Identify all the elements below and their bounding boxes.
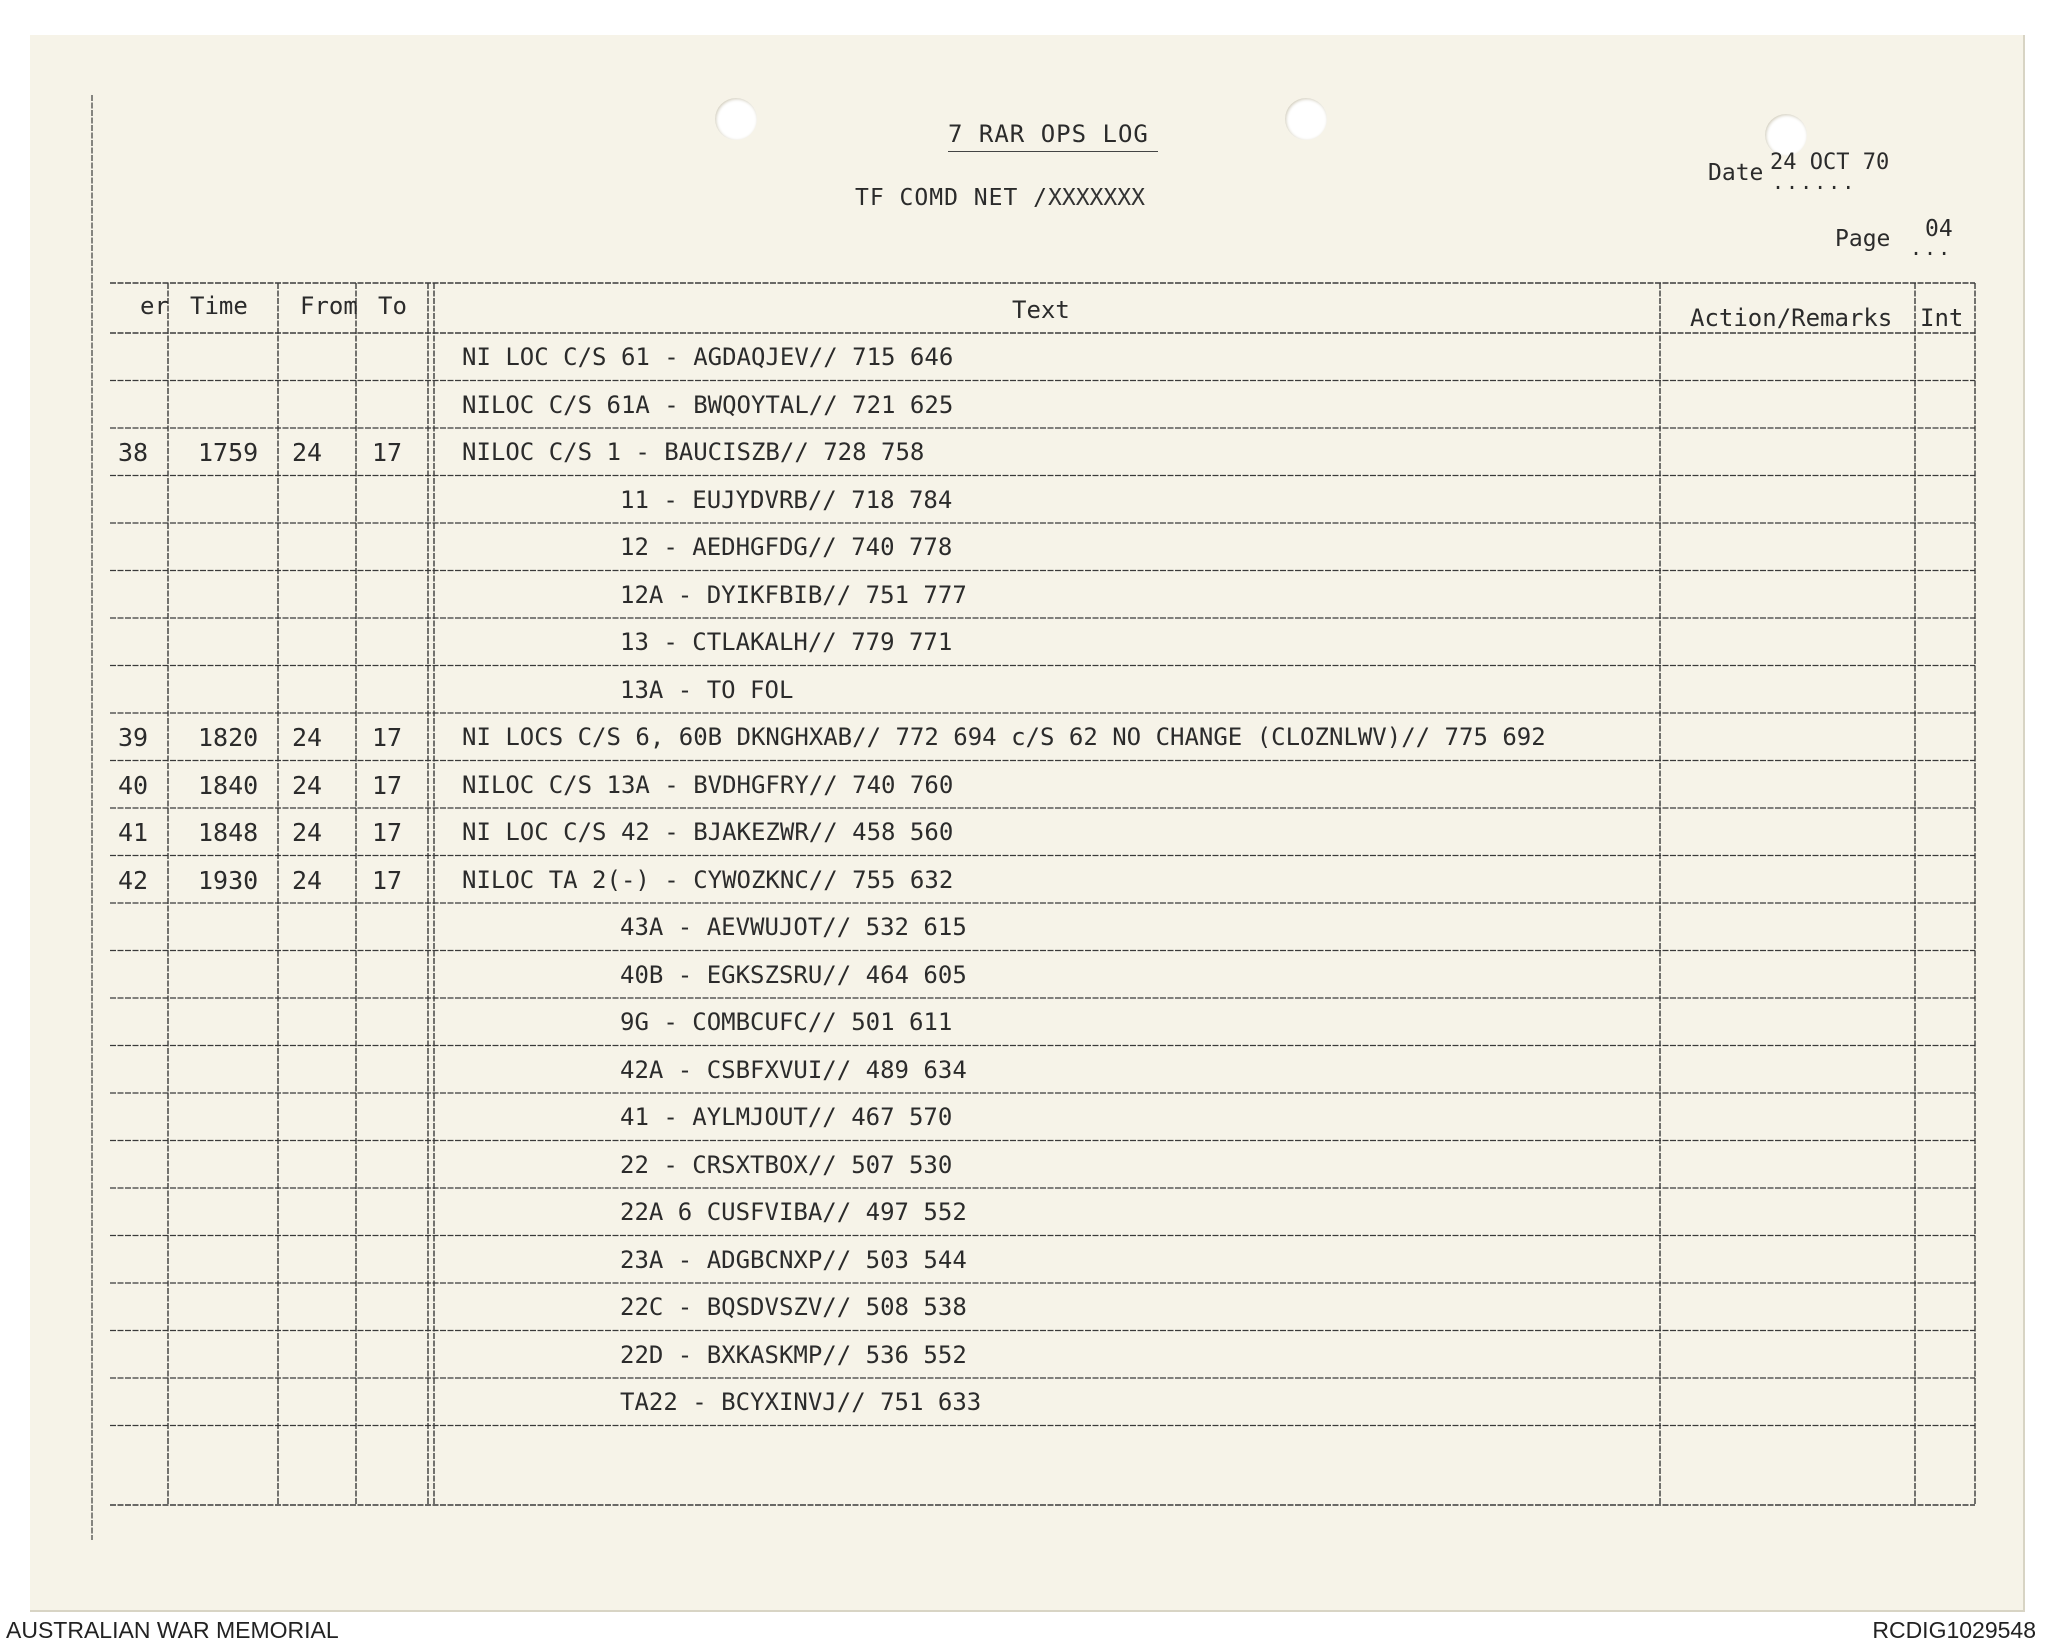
footer-reference: RCDIG1029548 bbox=[1872, 1617, 2036, 1643]
cell-text: 42A - CSBFXVUI// 489 634 bbox=[620, 1055, 967, 1084]
document-page bbox=[30, 35, 2025, 1612]
cell-ser: 38 bbox=[118, 438, 149, 467]
column-header-from: From bbox=[300, 292, 358, 320]
cell-to: 17 bbox=[372, 818, 403, 847]
cell-time: 1840 bbox=[198, 770, 259, 800]
cell-text: NILOC C/S 13A - BVDHGFRY// 740 760 bbox=[462, 770, 954, 799]
cell-ser: 40 bbox=[118, 770, 149, 800]
column-header-to: To bbox=[378, 292, 407, 320]
cell-text: 43A - AEVWUJOT// 532 615 bbox=[620, 913, 967, 941]
column-header-time: Time bbox=[190, 292, 248, 320]
cell-text: 22 - CRSXTBOX// 507 530 bbox=[620, 1150, 953, 1179]
page-dots: ... bbox=[1910, 236, 1953, 260]
cell-text: 22D - BXKASKMP// 536 552 bbox=[620, 1340, 967, 1369]
cell-text: 41 - AYLMJOUT// 467 570 bbox=[620, 1103, 953, 1131]
cell-text: 22A 6 CUSFVIBA// 497 552 bbox=[620, 1198, 967, 1226]
column-header-action-remarks: Action/Remarks bbox=[1690, 304, 1893, 332]
title-underline bbox=[948, 151, 1158, 152]
log-title: 7 RAR OPS LOG bbox=[948, 120, 1149, 148]
net-struck-text: XXXXXXX bbox=[1048, 185, 1145, 211]
cell-from: 24 bbox=[292, 818, 323, 847]
cell-text: 12 - AEDHGFDG// 740 778 bbox=[620, 533, 953, 561]
cell-text: 12A - DYIKFBIB// 751 777 bbox=[620, 580, 967, 609]
cell-to: 17 bbox=[372, 723, 403, 752]
column-header-text: Text bbox=[1012, 296, 1070, 324]
cell-text: 11 - EUJYDVRB// 718 784 bbox=[620, 485, 953, 514]
cell-ser: 41 bbox=[118, 818, 149, 847]
cell-text: 9G - COMBCUFC// 501 611 bbox=[620, 1008, 953, 1036]
date-label: Date bbox=[1708, 160, 1764, 186]
cell-ser: 42 bbox=[118, 865, 149, 895]
cell-from: 24 bbox=[292, 770, 323, 800]
cell-from: 24 bbox=[292, 865, 323, 895]
cell-text: NILOC TA 2(-) - CYWOZKNC// 755 632 bbox=[462, 865, 954, 894]
cell-text: 40B - EGKSZSRU// 464 605 bbox=[620, 960, 967, 989]
cell-text: 23A - ADGBCNXP// 503 544 bbox=[620, 1245, 967, 1274]
column-header-ser: er bbox=[140, 292, 169, 320]
net-heading bbox=[855, 185, 1145, 211]
cell-text: 22C - BQSDVSZV// 508 538 bbox=[620, 1293, 967, 1321]
cell-text: 13A - TO FOL bbox=[620, 675, 794, 704]
cell-from: 24 bbox=[292, 438, 323, 467]
date-dots: ...... bbox=[1772, 170, 1857, 194]
cell-text: NI LOC C/S 61 - AGDAQJEV// 715 646 bbox=[462, 343, 954, 371]
cell-text: NI LOCS C/S 6, 60B DKNGHXAB// 772 694 c/S 62 NO CHANGE (CLOZNLWV)// 775 692 bbox=[462, 723, 1546, 751]
footer-credit: AUSTRALIAN WAR MEMORIAL bbox=[6, 1617, 339, 1643]
cell-to: 17 bbox=[372, 865, 403, 895]
column-header-int: Int bbox=[1920, 304, 1964, 332]
date-value: 24 OCT 70 bbox=[1770, 150, 1890, 175]
cell-text: TA22 - BCYXINVJ// 751 633 bbox=[620, 1388, 982, 1416]
cell-text: 13 - CTLAKALH// 779 771 bbox=[620, 628, 953, 656]
cell-time: 1848 bbox=[198, 818, 259, 847]
cell-text: NILOC C/S 61A - BWQOYTAL// 721 625 bbox=[462, 390, 954, 419]
cell-ser: 39 bbox=[118, 723, 149, 752]
cell-time: 1759 bbox=[198, 438, 259, 467]
cell-from: 24 bbox=[292, 723, 323, 752]
cell-time: 1930 bbox=[198, 865, 259, 895]
punch-hole bbox=[1285, 98, 1327, 140]
cell-to: 17 bbox=[372, 770, 403, 800]
cell-text: NI LOC C/S 42 - BJAKEZWR// 458 560 bbox=[462, 818, 954, 846]
cell-time: 1820 bbox=[198, 723, 259, 752]
net-label: TF COMD NET / bbox=[855, 185, 1049, 211]
punch-hole bbox=[715, 98, 757, 140]
page-label: Page bbox=[1835, 226, 1891, 252]
cell-to: 17 bbox=[372, 438, 403, 467]
cell-text: NILOC C/S 1 - BAUCISZB// 728 758 bbox=[462, 438, 925, 466]
page-value: 04 bbox=[1925, 216, 1953, 242]
